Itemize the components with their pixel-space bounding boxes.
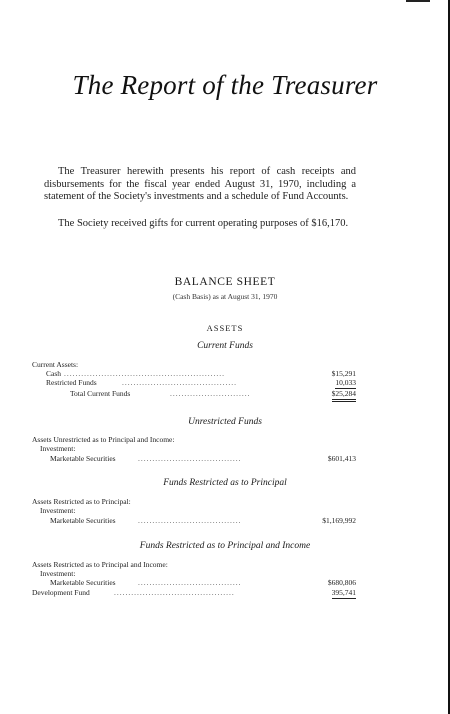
restricted-principal-income-securities-row xyxy=(32,578,364,588)
current-assets-label: Current Assets: xyxy=(32,360,79,369)
cash-amount: $15,291 xyxy=(331,369,356,378)
leader-dots: ............................ xyxy=(170,389,251,398)
leader-dots: .................................... xyxy=(138,454,242,463)
securities-label: Marketable Securities xyxy=(50,578,116,587)
total-current-funds-amount: $25,284 xyxy=(332,389,356,402)
current-funds-heading: Current Funds xyxy=(197,341,253,351)
leader-dots: .................................... xyxy=(138,516,242,525)
restricted-principal-income-heading: Funds Restricted as to Principal and Income xyxy=(139,541,311,551)
restricted-funds-amount: 10,033 xyxy=(335,378,356,387)
intro-paragraph-1: The Treasurer herewith presents his report of cash receipts and disbursements for the fiscal year ended August 31, 1970, including a statement of the Society's investments and a schedule of Fund Accounts. xyxy=(44,166,356,202)
securities-label: Marketable Securities xyxy=(50,454,116,463)
balance-sheet-subtitle: (Cash Basis) as at August 31, 1970 xyxy=(172,292,278,301)
restricted-principal-group-label: Assets Restricted as to Principal: xyxy=(32,497,131,506)
development-fund-row xyxy=(32,588,364,598)
restricted-principal-heading: Funds Restricted as to Principal xyxy=(163,478,287,488)
development-fund-amount: 395,741 xyxy=(331,588,356,597)
leader-dots: ........................................ xyxy=(122,378,237,387)
restricted-principal-securities-amount: $1,169,992 xyxy=(322,516,356,525)
leader-dots: .......................................... xyxy=(114,588,235,597)
restricted-principal-investment xyxy=(32,506,364,516)
page-title: The Report of the Treasurer xyxy=(72,70,378,100)
leader-dots: ........................................................ xyxy=(64,369,225,378)
balance-sheet-title: BALANCE SHEET xyxy=(174,276,276,288)
restricted-principal-income-group-label: Assets Restricted as to Principal and Income: xyxy=(32,560,168,569)
development-fund-label: Development Fund xyxy=(32,588,90,597)
restricted-funds-label: Restricted Funds xyxy=(46,378,97,387)
restricted-principal-income-securities-amount: $680,806 xyxy=(327,578,356,587)
leader-dots: .................................... xyxy=(138,578,242,587)
cash-label: Cash xyxy=(46,369,61,378)
total-current-funds-row xyxy=(32,389,364,399)
unrestricted-investment xyxy=(32,444,364,454)
restricted-principal-securities-row xyxy=(32,516,364,526)
unrestricted-group-label: Assets Unrestricted as to Principal and Income: xyxy=(32,435,175,444)
assets-heading: ASSETS xyxy=(206,323,244,333)
investment-label: Investment: xyxy=(40,569,76,578)
total-current-funds-label: Total Current Funds xyxy=(70,389,131,398)
investment-label: Investment: xyxy=(40,506,76,515)
unrestricted-securities-amount: $601,413 xyxy=(327,454,356,463)
unrestricted-funds-heading: Unrestricted Funds xyxy=(188,417,262,427)
securities-label: Marketable Securities xyxy=(50,516,116,525)
investment-label: Investment: xyxy=(40,444,76,453)
unrestricted-securities-row xyxy=(32,454,364,464)
intro-paragraph-2: The Society received gifts for current operating purposes of $16,170. xyxy=(58,218,349,229)
restricted-funds-row xyxy=(32,378,364,388)
corner-mark xyxy=(406,0,430,2)
